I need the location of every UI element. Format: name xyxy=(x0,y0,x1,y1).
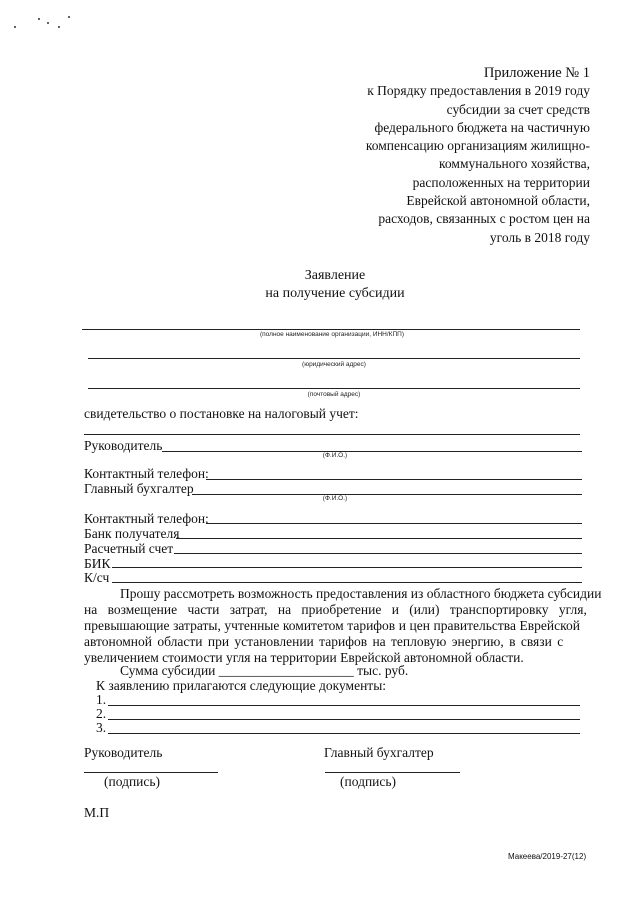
sum-input[interactable]: ____________________ xyxy=(218,663,354,678)
sum-label: Сумма субсидии xyxy=(120,663,216,678)
postal-address-caption: (почтовый адрес) xyxy=(307,391,361,398)
tax-cert-line[interactable] xyxy=(84,434,580,435)
footer-code: Макеева/2019-27(12) xyxy=(508,852,587,861)
account-label: Расчетный счет xyxy=(84,541,174,556)
account-line[interactable] xyxy=(174,553,582,554)
bank-line[interactable] xyxy=(176,538,582,539)
ks-label: К/сч xyxy=(84,570,110,585)
head-signature-label: Руководитель xyxy=(84,745,163,760)
chief-accountant-fio-caption: (Ф.И.О.) xyxy=(322,495,348,502)
request-line: увеличением стоимости угля на территории Еврейской автономной области. xyxy=(84,650,524,665)
doc-item-number: 1. xyxy=(96,692,107,707)
phone2-label: Контактный телефон: xyxy=(84,511,209,526)
scan-speck xyxy=(68,16,70,18)
title-line2: на получение субсидии xyxy=(265,286,405,301)
scan-speck xyxy=(38,18,40,20)
ks-line[interactable] xyxy=(112,582,582,583)
head-fio-caption: (Ф.И.О.) xyxy=(322,452,348,459)
appendix-line: Еврейской автономной области, xyxy=(406,193,590,209)
request-line: автономной области при установлении тарифов на тепловую энергию, в связи с xyxy=(84,634,564,649)
phone2-line[interactable] xyxy=(206,523,582,524)
chief-accountant-fio-line[interactable] xyxy=(192,494,582,495)
appendix-line: расходов, связанных с ростом цен на xyxy=(378,211,590,227)
phone1-line[interactable] xyxy=(206,479,582,480)
chief-accountant-label: Главный бухгалтер xyxy=(84,481,194,496)
phone1-label: Контактный телефон: xyxy=(84,466,209,481)
bik-label: БИК xyxy=(84,556,111,571)
docs-intro: К заявлению прилагаются следующие документы: xyxy=(96,678,387,693)
appendix-line: федерального бюджета на частичную xyxy=(374,119,590,135)
request-line: превышающие затраты, учтенные комитетом тарифов и цен правительства Еврейской xyxy=(84,618,580,633)
tax-cert-label: свидетельство о постановке на налоговый учет: xyxy=(84,406,359,421)
appendix-line: Приложение № 1 xyxy=(483,65,590,81)
request-line: на возмещение части затрат, на приобретение и (или) транспортировку угля, xyxy=(84,602,587,617)
doc-item-number: 2. xyxy=(96,706,107,721)
document-title xyxy=(0,267,640,303)
scan-speck xyxy=(47,22,49,24)
head-label: Руководитель xyxy=(84,438,163,453)
title-line1: Заявление xyxy=(304,268,366,283)
scan-speck xyxy=(14,26,16,28)
appendix-block xyxy=(270,64,590,247)
appendix-line: коммунального хозяйства, xyxy=(439,156,590,172)
stamp-place: М.П xyxy=(84,805,110,820)
legal-address-caption: (юридический адрес) xyxy=(302,361,366,368)
request-line: Прошу рассмотреть возможность предоставления из областного бюджета субсидии xyxy=(120,586,602,601)
doc-item-line[interactable] xyxy=(108,719,580,720)
appendix-line: уголь в 2018 году xyxy=(489,229,590,245)
head-signature-caption: (подпись) xyxy=(104,774,161,789)
head-fio-line[interactable] xyxy=(162,451,582,452)
legal-address-line[interactable] xyxy=(88,358,580,359)
bank-label: Банк получателя xyxy=(84,526,180,541)
scan-speck xyxy=(58,26,60,28)
accountant-signature-label: Главный бухгалтер xyxy=(324,745,434,760)
appendix-line: расположенных на территории xyxy=(412,174,590,190)
accountant-signature-caption: (подпись) xyxy=(340,774,397,789)
appendix-line: компенсацию организациям жилищно- xyxy=(365,138,590,154)
postal-address-line[interactable] xyxy=(88,388,580,389)
doc-item-line[interactable] xyxy=(108,705,580,706)
doc-item-number: 3. xyxy=(96,720,107,735)
appendix-line: к Порядку предоставления в 2019 году xyxy=(367,83,590,99)
appendix-line: субсидии за счет средств xyxy=(446,101,590,117)
sum-unit: тыс. руб. xyxy=(357,663,409,678)
bik-line[interactable] xyxy=(112,567,582,568)
org-name-caption: (полное наименование организации, ИНН/КПП) xyxy=(260,331,404,338)
doc-item-line[interactable] xyxy=(108,733,580,734)
org-name-line[interactable] xyxy=(82,329,580,330)
